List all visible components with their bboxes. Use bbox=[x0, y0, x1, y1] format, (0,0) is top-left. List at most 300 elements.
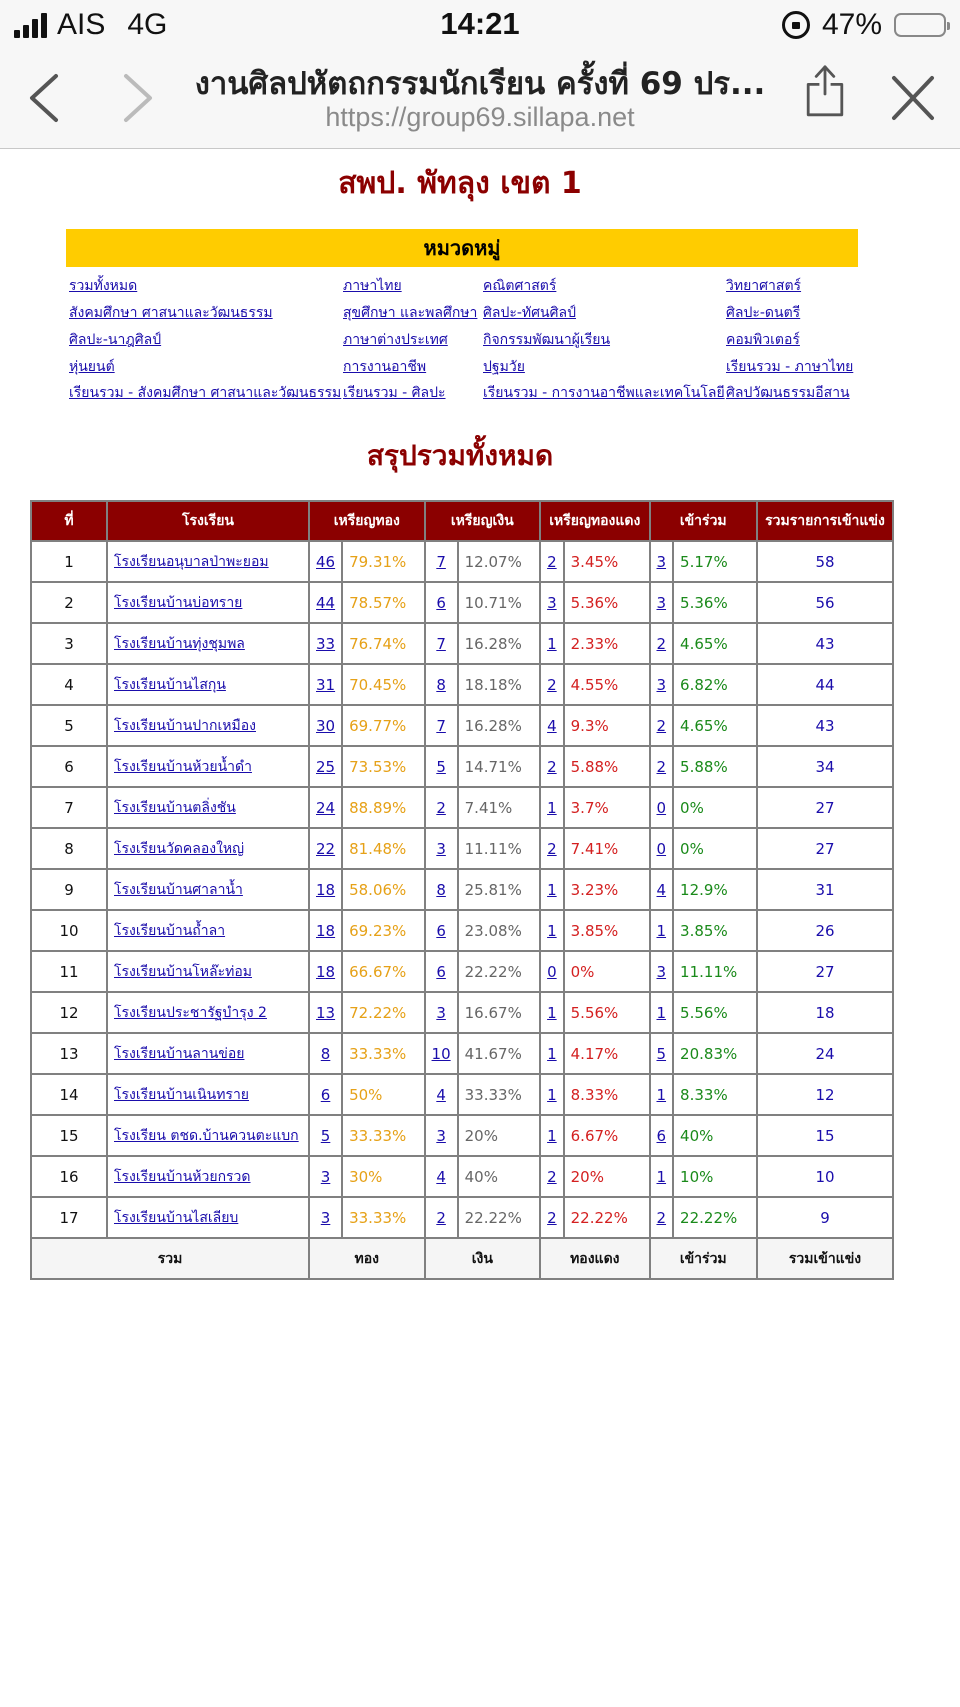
row-number: 10 bbox=[31, 910, 107, 951]
join-count-cell bbox=[650, 582, 674, 623]
school-cell bbox=[107, 623, 309, 664]
join-percent: 4.65% bbox=[673, 705, 757, 746]
bronze-percent: 3.85% bbox=[564, 910, 650, 951]
forward-button[interactable] bbox=[110, 70, 160, 126]
silver-percent: 40% bbox=[458, 1156, 540, 1197]
join-count-cell bbox=[650, 1197, 674, 1238]
join-count-cell bbox=[650, 1115, 674, 1156]
status-right bbox=[782, 8, 946, 42]
join-count-link[interactable]: 3 bbox=[656, 675, 667, 694]
total-entries: 26 bbox=[757, 910, 893, 951]
category-grid bbox=[66, 267, 858, 407]
school-link[interactable]: โรงเรียนบ้านไสกุน bbox=[114, 676, 226, 693]
gold-count-link[interactable]: 22 bbox=[316, 839, 336, 858]
gold-count-cell bbox=[309, 664, 342, 705]
page-title: งานศิลปหัตถกรรมนักเรียน ครั้งที่ 69 ปร... bbox=[194, 66, 766, 102]
silver-count-link[interactable]: 6 bbox=[436, 921, 446, 940]
gold-count-link[interactable]: 18 bbox=[316, 921, 336, 940]
silver-percent: 16.28% bbox=[458, 705, 540, 746]
browser-toolbar bbox=[0, 48, 960, 149]
table-row bbox=[31, 787, 893, 828]
school-cell bbox=[107, 664, 309, 705]
category-link[interactable]: คณิตศาสตร์ bbox=[483, 278, 557, 294]
join-count-cell bbox=[650, 705, 674, 746]
school-cell bbox=[107, 992, 309, 1033]
total-entries: 27 bbox=[757, 787, 893, 828]
silver-count-cell bbox=[425, 910, 458, 951]
row-number: 13 bbox=[31, 1033, 107, 1074]
row-number: 4 bbox=[31, 664, 107, 705]
bronze-count-link[interactable]: 2 bbox=[547, 757, 557, 776]
bronze-count-cell bbox=[540, 869, 564, 910]
silver-count-link[interactable]: 8 bbox=[436, 880, 446, 899]
join-percent: 12.9% bbox=[673, 869, 757, 910]
bronze-count-link[interactable]: 1 bbox=[547, 1044, 557, 1063]
header-no: ที่ bbox=[31, 501, 107, 541]
silver-percent: 14.71% bbox=[458, 746, 540, 787]
school-link[interactable]: โรงเรียนบ้านตลิ่งชัน bbox=[114, 799, 236, 816]
total-entries: 43 bbox=[757, 705, 893, 746]
bronze-count-link[interactable]: 2 bbox=[547, 552, 557, 571]
gold-percent: 70.45% bbox=[342, 664, 424, 705]
table-row bbox=[31, 582, 893, 623]
join-count-link[interactable]: 6 bbox=[656, 1126, 667, 1145]
total-entries: 56 bbox=[757, 582, 893, 623]
gold-percent: 30% bbox=[342, 1156, 424, 1197]
silver-percent: 25.81% bbox=[458, 869, 540, 910]
bronze-count-link[interactable]: 1 bbox=[547, 634, 557, 653]
silver-count-cell bbox=[425, 992, 458, 1033]
category-link[interactable]: ภาษาต่างประเทศ bbox=[343, 332, 448, 348]
category-link[interactable]: การงานอาชีพ bbox=[343, 359, 427, 375]
silver-count-cell bbox=[425, 746, 458, 787]
table-row bbox=[31, 1033, 893, 1074]
category-link[interactable]: ศิลปะ-ทัศนศิลป์ bbox=[483, 305, 576, 321]
row-number: 2 bbox=[31, 582, 107, 623]
gold-percent: 73.53% bbox=[342, 746, 424, 787]
category-link[interactable]: กิจกรรมพัฒนาผู้เรียน bbox=[483, 332, 611, 348]
total-entries: 10 bbox=[757, 1156, 893, 1197]
silver-count-link[interactable]: 2 bbox=[436, 1208, 446, 1227]
status-time: 14:21 bbox=[440, 6, 520, 41]
header-join: เข้าร่วม bbox=[650, 501, 758, 541]
bronze-count-link[interactable]: 1 bbox=[547, 1126, 557, 1145]
silver-count-cell bbox=[425, 1156, 458, 1197]
gold-percent: 69.23% bbox=[342, 910, 424, 951]
close-button[interactable] bbox=[888, 70, 938, 126]
gold-count-cell bbox=[309, 1033, 342, 1074]
category-link[interactable]: ศิลปะ-ดนตรี bbox=[726, 305, 801, 321]
table-header-row bbox=[31, 501, 893, 541]
silver-count-cell bbox=[425, 1197, 458, 1238]
table-row bbox=[31, 992, 893, 1033]
silver-count-link[interactable]: 7 bbox=[436, 552, 446, 571]
bronze-count-link[interactable]: 1 bbox=[547, 798, 557, 817]
bronze-count-link[interactable]: 2 bbox=[547, 1167, 557, 1186]
medal-table bbox=[30, 500, 894, 1280]
join-count-link[interactable]: 2 bbox=[656, 757, 667, 776]
table-row bbox=[31, 828, 893, 869]
join-count-link[interactable]: 4 bbox=[656, 880, 667, 899]
category-link[interactable]: วิทยาศาสตร์ bbox=[726, 278, 802, 294]
category-link[interactable]: เรียนรวม - ศิลปะ bbox=[343, 385, 446, 401]
category-link[interactable]: เรียนรวม - สังคมศึกษา ศาสนาและวัฒนธรรม bbox=[69, 385, 342, 401]
table-row bbox=[31, 910, 893, 951]
silver-count-cell bbox=[425, 664, 458, 705]
bronze-percent: 8.33% bbox=[564, 1074, 650, 1115]
silver-count-link[interactable]: 4 bbox=[436, 1167, 446, 1186]
bronze-count-link[interactable]: 2 bbox=[547, 675, 557, 694]
bronze-percent: 2.33% bbox=[564, 623, 650, 664]
footer-gold: ทอง bbox=[309, 1238, 425, 1279]
school-link[interactable]: โรงเรียนบ้านถ้ำลา bbox=[114, 922, 226, 939]
join-count-link[interactable]: 1 bbox=[656, 1085, 667, 1104]
school-cell bbox=[107, 869, 309, 910]
silver-count-link[interactable]: 5 bbox=[436, 757, 446, 776]
table-row bbox=[31, 951, 893, 992]
silver-percent: 10.71% bbox=[458, 582, 540, 623]
bronze-percent: 3.7% bbox=[564, 787, 650, 828]
bronze-count-cell bbox=[540, 951, 564, 992]
silver-count-link[interactable]: 6 bbox=[436, 962, 446, 981]
gold-count-link[interactable]: 31 bbox=[316, 675, 336, 694]
bronze-percent: 6.67% bbox=[564, 1115, 650, 1156]
bronze-count-link[interactable]: 0 bbox=[547, 962, 557, 981]
table-row bbox=[31, 664, 893, 705]
category-link[interactable]: ศิลปะ-นาฎศิลป์ bbox=[69, 332, 162, 348]
gold-count-cell bbox=[309, 705, 342, 746]
join-percent: 11.11% bbox=[673, 951, 757, 992]
join-count-link[interactable]: 1 bbox=[656, 921, 667, 940]
gold-count-link[interactable]: 30 bbox=[316, 716, 336, 735]
join-count-cell bbox=[650, 1074, 674, 1115]
silver-percent: 23.08% bbox=[458, 910, 540, 951]
school-link[interactable]: โรงเรียนวัดคลองใหญ่ bbox=[114, 840, 245, 857]
bronze-percent: 3.45% bbox=[564, 541, 650, 582]
bronze-percent: 7.41% bbox=[564, 828, 650, 869]
gold-percent: 33.33% bbox=[342, 1033, 424, 1074]
silver-count-link[interactable]: 4 bbox=[436, 1085, 446, 1104]
total-entries: 27 bbox=[757, 951, 893, 992]
category-link[interactable]: สังคมศึกษา ศาสนาและวัฒนธรรม bbox=[69, 305, 273, 321]
join-percent: 5.88% bbox=[673, 746, 757, 787]
row-number: 1 bbox=[31, 541, 107, 582]
gold-count-cell bbox=[309, 623, 342, 664]
category-link[interactable]: ปฐมวัย bbox=[483, 359, 525, 375]
bronze-count-cell bbox=[540, 910, 564, 951]
school-cell bbox=[107, 787, 309, 828]
back-button[interactable] bbox=[22, 70, 72, 126]
silver-count-cell bbox=[425, 1115, 458, 1156]
header-total: รวมรายการเข้าแข่ง bbox=[757, 501, 893, 541]
category-header: หมวดหมู่ bbox=[66, 229, 858, 267]
gold-count-link[interactable]: 13 bbox=[316, 1003, 336, 1022]
footer-join: เข้าร่วม bbox=[650, 1238, 758, 1279]
table-row bbox=[31, 1115, 893, 1156]
table-row bbox=[31, 541, 893, 582]
school-link[interactable]: โรงเรียนบ้านไสเลียบ bbox=[114, 1209, 239, 1226]
bronze-percent: 5.36% bbox=[564, 582, 650, 623]
silver-percent: 7.41% bbox=[458, 787, 540, 828]
table-row bbox=[31, 1197, 893, 1238]
category-box bbox=[66, 229, 858, 407]
category-link[interactable]: เรียนรวม - การงานอาชีพและเทคโนโลยี bbox=[483, 385, 725, 401]
join-count-link[interactable]: 2 bbox=[656, 716, 667, 735]
join-count-link[interactable]: 2 bbox=[656, 634, 667, 653]
gold-count-link[interactable]: 18 bbox=[316, 962, 336, 981]
school-link[interactable]: โรงเรียนบ้านโหล๊ะท่อม bbox=[114, 963, 252, 980]
silver-count-link[interactable]: 10 bbox=[431, 1044, 451, 1063]
school-link[interactable]: โรงเรียนบ้านศาลาน้ำ bbox=[114, 881, 243, 898]
join-percent: 40% bbox=[673, 1115, 757, 1156]
bronze-percent: 5.88% bbox=[564, 746, 650, 787]
bronze-count-cell bbox=[540, 541, 564, 582]
bronze-count-link[interactable]: 1 bbox=[547, 1003, 557, 1022]
bronze-count-cell bbox=[540, 1074, 564, 1115]
school-cell bbox=[107, 1074, 309, 1115]
school-link[interactable]: โรงเรียนบ้านบ่อทราย bbox=[114, 594, 243, 611]
silver-count-link[interactable]: 3 bbox=[436, 1003, 446, 1022]
table-row bbox=[31, 746, 893, 787]
bronze-count-cell bbox=[540, 582, 564, 623]
footer-sum: รวม bbox=[31, 1238, 309, 1279]
category-link[interactable]: ศิลปวัฒนธรรมอีสาน bbox=[726, 385, 850, 401]
footer-bronze: ทองแดง bbox=[540, 1238, 649, 1279]
table-row bbox=[31, 705, 893, 746]
school-link[interactable]: โรงเรียนบ้านเนินทราย bbox=[114, 1086, 250, 1103]
total-entries: 18 bbox=[757, 992, 893, 1033]
gold-percent: 33.33% bbox=[342, 1197, 424, 1238]
gold-count-link[interactable]: 44 bbox=[316, 593, 336, 612]
gold-count-link[interactable]: 8 bbox=[320, 1044, 331, 1063]
gold-percent: 50% bbox=[342, 1074, 424, 1115]
row-number: 15 bbox=[31, 1115, 107, 1156]
join-count-cell bbox=[650, 664, 674, 705]
school-cell bbox=[107, 705, 309, 746]
bronze-count-cell bbox=[540, 1115, 564, 1156]
gold-count-cell bbox=[309, 541, 342, 582]
silver-count-cell bbox=[425, 1074, 458, 1115]
silver-count-link[interactable]: 3 bbox=[436, 1126, 446, 1145]
gold-percent: 79.31% bbox=[342, 541, 424, 582]
bronze-count-link[interactable]: 2 bbox=[547, 839, 557, 858]
bronze-count-cell bbox=[540, 787, 564, 828]
join-count-link[interactable]: 3 bbox=[656, 962, 667, 981]
school-cell bbox=[107, 1033, 309, 1074]
gold-percent: 69.77% bbox=[342, 705, 424, 746]
bronze-count-link[interactable]: 1 bbox=[547, 1085, 557, 1104]
table-body bbox=[31, 541, 893, 1238]
total-entries: 9 bbox=[757, 1197, 893, 1238]
category-link[interactable]: หุ่นยนต์ bbox=[69, 359, 115, 375]
row-number: 8 bbox=[31, 828, 107, 869]
gold-count-link[interactable]: 3 bbox=[320, 1167, 331, 1186]
bronze-percent: 4.55% bbox=[564, 664, 650, 705]
bronze-percent: 0% bbox=[564, 951, 650, 992]
gold-percent: 33.33% bbox=[342, 1115, 424, 1156]
join-count-cell bbox=[650, 1033, 674, 1074]
header-gold: เหรียญทอง bbox=[309, 501, 425, 541]
row-number: 5 bbox=[31, 705, 107, 746]
join-count-cell bbox=[650, 787, 674, 828]
silver-count-cell bbox=[425, 541, 458, 582]
row-number: 6 bbox=[31, 746, 107, 787]
gold-count-cell bbox=[309, 869, 342, 910]
gold-count-cell bbox=[309, 910, 342, 951]
school-cell bbox=[107, 828, 309, 869]
silver-count-cell bbox=[425, 951, 458, 992]
bronze-count-link[interactable]: 3 bbox=[547, 593, 557, 612]
gold-count-link[interactable]: 33 bbox=[316, 634, 336, 653]
gold-count-link[interactable]: 46 bbox=[316, 552, 336, 571]
gold-count-cell bbox=[309, 1197, 342, 1238]
category-link[interactable]: คอมพิวเตอร์ bbox=[726, 332, 800, 348]
bronze-count-link[interactable]: 1 bbox=[547, 880, 557, 899]
bronze-count-cell bbox=[540, 623, 564, 664]
join-count-cell bbox=[650, 869, 674, 910]
silver-count-cell bbox=[425, 787, 458, 828]
silver-count-link[interactable]: 6 bbox=[436, 593, 446, 612]
category-link[interactable]: รวมทั้งหมด bbox=[69, 278, 138, 294]
summary-title: สรุปรวมทั้งหมด bbox=[366, 439, 554, 472]
rotation-lock-icon bbox=[782, 11, 810, 39]
join-count-link[interactable]: 0 bbox=[656, 839, 667, 858]
address-url[interactable]: https://group69.sillapa.net bbox=[325, 102, 635, 132]
battery-percent: 47% bbox=[821, 8, 882, 41]
gold-percent: 88.89% bbox=[342, 787, 424, 828]
school-link[interactable]: โรงเรียนบ้านทุ่งชุมพล bbox=[114, 635, 245, 652]
join-percent: 5.36% bbox=[673, 582, 757, 623]
bronze-percent: 5.56% bbox=[564, 992, 650, 1033]
gold-percent: 78.57% bbox=[342, 582, 424, 623]
bronze-count-cell bbox=[540, 664, 564, 705]
join-percent: 10% bbox=[673, 1156, 757, 1197]
join-count-link[interactable]: 3 bbox=[656, 552, 667, 571]
join-percent: 3.85% bbox=[673, 910, 757, 951]
table-row bbox=[31, 1074, 893, 1115]
table-row bbox=[31, 623, 893, 664]
bronze-count-cell bbox=[540, 828, 564, 869]
silver-count-cell bbox=[425, 623, 458, 664]
join-count-cell bbox=[650, 746, 674, 787]
join-percent: 5.17% bbox=[673, 541, 757, 582]
join-count-cell bbox=[650, 623, 674, 664]
gold-count-cell bbox=[309, 951, 342, 992]
gold-count-cell bbox=[309, 582, 342, 623]
bronze-count-cell bbox=[540, 705, 564, 746]
join-count-link[interactable]: 3 bbox=[656, 593, 667, 612]
gold-count-cell bbox=[309, 787, 342, 828]
silver-percent: 12.07% bbox=[458, 541, 540, 582]
join-count-cell bbox=[650, 1156, 674, 1197]
total-entries: 43 bbox=[757, 623, 893, 664]
gold-percent: 81.48% bbox=[342, 828, 424, 869]
silver-percent: 20% bbox=[458, 1115, 540, 1156]
silver-count-link[interactable]: 3 bbox=[436, 839, 446, 858]
gold-count-link[interactable]: 6 bbox=[320, 1085, 331, 1104]
join-percent: 8.33% bbox=[673, 1074, 757, 1115]
gold-percent: 58.06% bbox=[342, 869, 424, 910]
bronze-count-cell bbox=[540, 746, 564, 787]
join-percent: 4.65% bbox=[673, 623, 757, 664]
join-percent: 6.82% bbox=[673, 664, 757, 705]
bronze-percent: 3.23% bbox=[564, 869, 650, 910]
school-link[interactable]: โรงเรียน ตชด.บ้านควนตะแบก bbox=[114, 1127, 299, 1144]
bronze-count-link[interactable]: 4 bbox=[547, 716, 557, 735]
school-cell bbox=[107, 1156, 309, 1197]
category-link[interactable]: สุขศึกษา และพลศึกษา bbox=[343, 305, 478, 321]
gold-count-link[interactable]: 25 bbox=[316, 757, 336, 776]
share-button[interactable] bbox=[800, 62, 850, 118]
join-percent: 5.56% bbox=[673, 992, 757, 1033]
silver-percent: 41.67% bbox=[458, 1033, 540, 1074]
bronze-count-cell bbox=[540, 1156, 564, 1197]
silver-count-cell bbox=[425, 869, 458, 910]
join-count-link[interactable]: 0 bbox=[656, 798, 667, 817]
silver-percent: 33.33% bbox=[458, 1074, 540, 1115]
school-link[interactable]: โรงเรียนบ้านห้วยน้ำดำ bbox=[114, 758, 252, 775]
school-cell bbox=[107, 541, 309, 582]
total-entries: 15 bbox=[757, 1115, 893, 1156]
bronze-count-cell bbox=[540, 1197, 564, 1238]
gold-percent: 72.22% bbox=[342, 992, 424, 1033]
total-entries: 31 bbox=[757, 869, 893, 910]
school-link[interactable]: โรงเรียนบ้านห้วยกรวด bbox=[114, 1168, 251, 1185]
silver-count-link[interactable]: 2 bbox=[436, 798, 446, 817]
silver-count-cell bbox=[425, 828, 458, 869]
school-cell bbox=[107, 951, 309, 992]
silver-count-link[interactable]: 8 bbox=[436, 675, 446, 694]
category-link[interactable]: ภาษาไทย bbox=[343, 278, 402, 294]
gold-percent: 76.74% bbox=[342, 623, 424, 664]
gold-count-link[interactable]: 3 bbox=[320, 1208, 331, 1227]
silver-percent: 16.28% bbox=[458, 623, 540, 664]
footer-total: รวมเข้าแข่ง bbox=[757, 1238, 893, 1279]
join-count-link[interactable]: 2 bbox=[656, 1208, 667, 1227]
join-count-link[interactable]: 1 bbox=[656, 1167, 667, 1186]
gold-count-link[interactable]: 5 bbox=[320, 1126, 331, 1145]
row-number: 17 bbox=[31, 1197, 107, 1238]
bronze-count-link[interactable]: 2 bbox=[547, 1208, 557, 1227]
join-count-link[interactable]: 5 bbox=[656, 1044, 667, 1063]
join-count-cell bbox=[650, 951, 674, 992]
school-link[interactable]: โรงเรียนบ้านปากเหมือง bbox=[114, 717, 256, 734]
row-number: 11 bbox=[31, 951, 107, 992]
gold-count-link[interactable]: 24 bbox=[316, 798, 336, 817]
bronze-count-link[interactable]: 1 bbox=[547, 921, 557, 940]
silver-count-link[interactable]: 7 bbox=[436, 716, 446, 735]
bronze-count-cell bbox=[540, 992, 564, 1033]
school-link[interactable]: โรงเรียนประชารัฐบำรุง 2 bbox=[114, 1004, 267, 1021]
category-link[interactable]: เรียนรวม - ภาษาไทย bbox=[726, 359, 854, 375]
gold-count-link[interactable]: 18 bbox=[316, 880, 336, 899]
gold-count-cell bbox=[309, 828, 342, 869]
row-number: 16 bbox=[31, 1156, 107, 1197]
school-link[interactable]: โรงเรียนบ้านลานข่อย bbox=[114, 1045, 245, 1062]
carrier-name: AIS bbox=[57, 8, 106, 41]
join-count-cell bbox=[650, 910, 674, 951]
bronze-percent: 22.22% bbox=[564, 1197, 650, 1238]
network-type: 4G bbox=[127, 8, 168, 41]
table-row bbox=[31, 1156, 893, 1197]
gold-count-cell bbox=[309, 1156, 342, 1197]
silver-count-link[interactable]: 7 bbox=[436, 634, 446, 653]
footer-silver: เงิน bbox=[425, 1238, 541, 1279]
row-number: 14 bbox=[31, 1074, 107, 1115]
school-link[interactable]: โรงเรียนอนุบาลป่าพะยอม bbox=[114, 553, 269, 570]
join-count-cell bbox=[650, 992, 674, 1033]
join-count-link[interactable]: 1 bbox=[656, 1003, 667, 1022]
